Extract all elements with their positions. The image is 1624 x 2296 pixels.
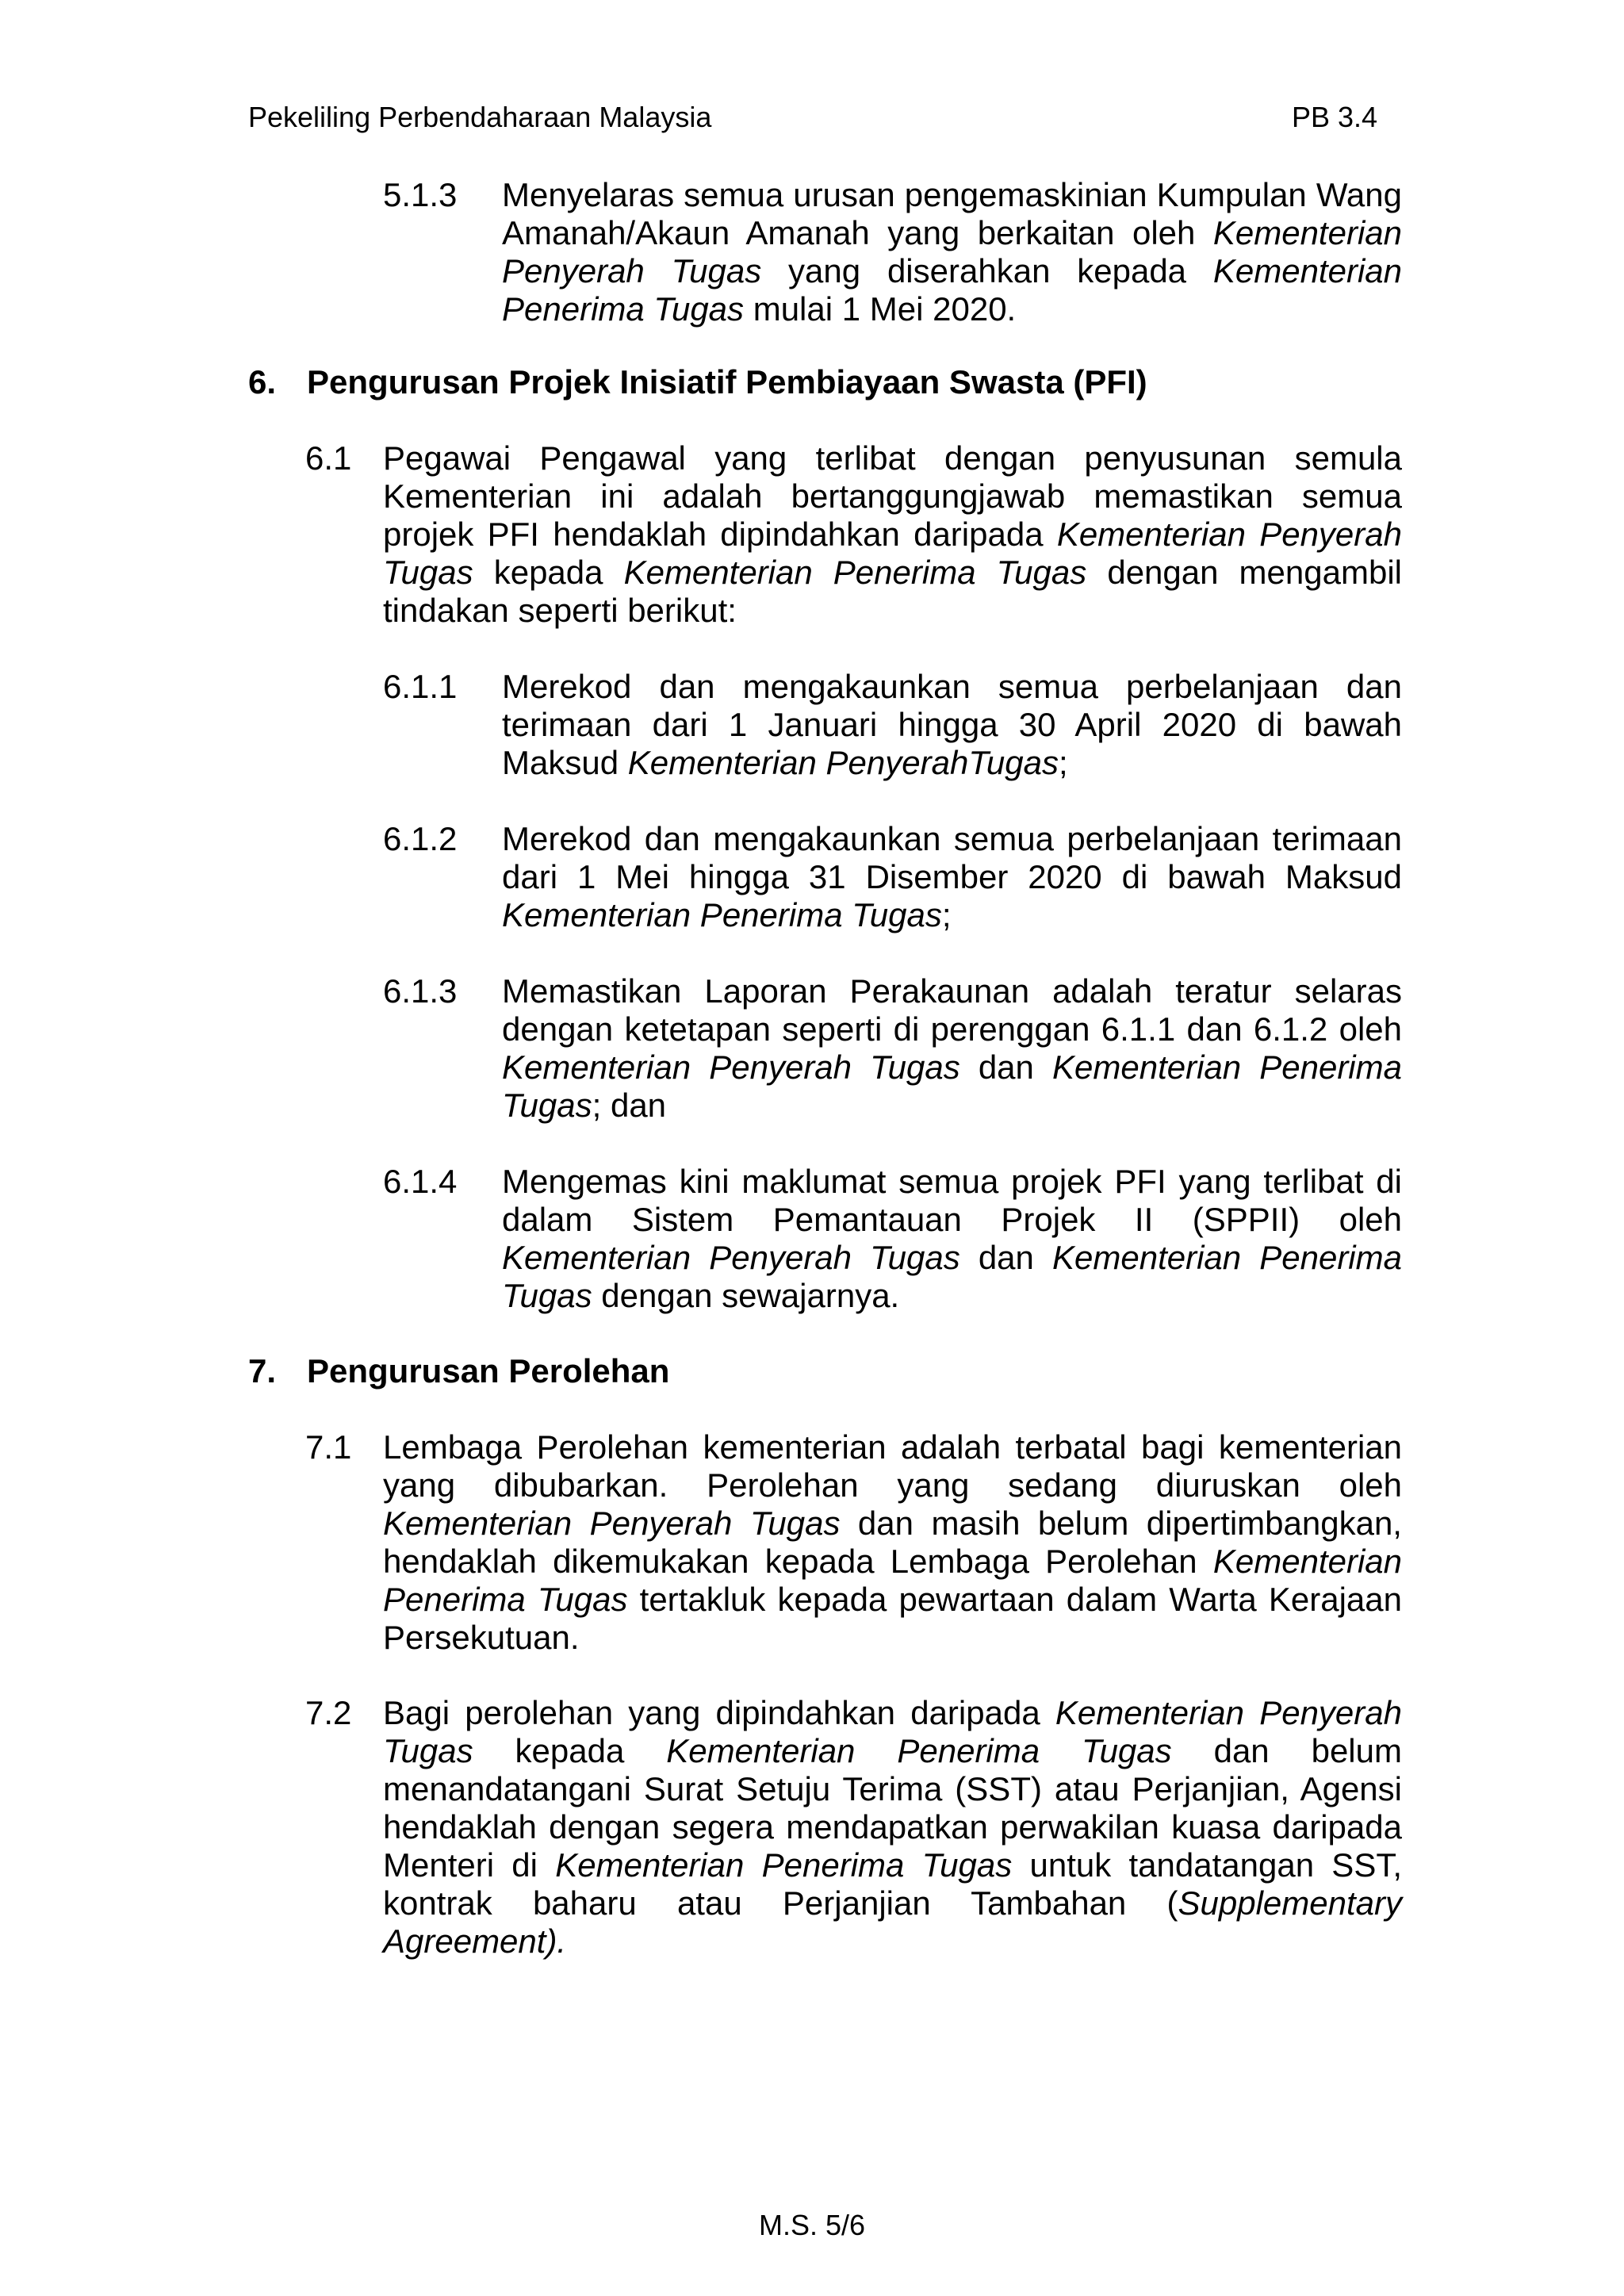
italic-text-run: Kementerian Penyerah Tugas <box>383 516 1402 591</box>
italic-text-run: Kementerian Penyerah Tugas <box>502 1048 960 1086</box>
italic-text-run: Kementerian Penyerah Tugas <box>502 1239 960 1276</box>
italic-text-run: Kementerian Penyerah Tugas <box>383 1504 841 1542</box>
italic-text-run: Kementerian Penerima Tugas <box>502 1239 1402 1314</box>
section-number: 7. <box>248 1352 277 1389</box>
italic-text-run: Kementerian Penerima Tugas <box>555 1846 1013 1884</box>
paragraph-number: 7.1 <box>305 1428 352 1466</box>
text-run: ; dan <box>592 1087 667 1124</box>
text-run: Memastikan Laporan Perakaunan adalah teratur selaras dengan ketetapan seperti di perenggan 6.1.1 dan 6.1.2 oleh <box>502 972 1402 1048</box>
text-run: Merekod dan mengakaunkan semua perbelanjaan terimaan dari 1 Mei hingga 31 Disember 2020 di bawah Maksud <box>502 820 1402 895</box>
text-run: untuk tandatangan SST, kontrak baharu atau Perjanjian Tambahan ( <box>383 1846 1403 1922</box>
text-run: dan <box>959 1239 1052 1276</box>
header-title: Pekeliling Perbendaharaan Malaysia <box>248 101 712 133</box>
text-run: ; <box>941 896 952 933</box>
paragraph-text <box>383 439 1402 630</box>
text-run: ; <box>1058 744 1068 781</box>
paragraph-number: 6.1 <box>305 439 352 477</box>
text-run: dan masih belum dipertimbangkan, hendaklah dikemukakan kepada Lembaga Perolehan <box>383 1504 1402 1580</box>
italic-text-run: Kementerian Penerima Tugas <box>502 896 942 933</box>
text-run: Merekod dan mengakaunkan semua perbelanjaan dan terimaan dari 1 Januari hingga 30 April 2020 di bawah Maksud <box>502 668 1402 781</box>
italic-text-run: Kementerian PenyerahTugas <box>627 744 1059 781</box>
text-run: Mengemas kini maklumat semua projek PFI yang terlibat di dalam Sistem Pemantauan Projek II (SPPII) oleh <box>502 1163 1402 1238</box>
paragraph-number: 7.2 <box>305 1694 352 1731</box>
italic-text-run: Kementerian Penyerah Tugas <box>383 1694 1402 1769</box>
section-title: Pengurusan Projek Inisiatif Pembiayaan Swasta (PFI) <box>307 363 1147 401</box>
paragraph-number: 6.1.4 <box>383 1163 458 1200</box>
paragraph-text <box>383 1694 1402 1961</box>
section-number: 6. <box>248 363 277 401</box>
paragraph-number: 5.1.3 <box>383 176 458 213</box>
paragraph-text <box>502 820 1402 934</box>
italic-text-run: Kementerian Penyerah Tugas <box>502 214 1402 289</box>
text-run: mulai 1 Mei 2020. <box>744 290 1017 328</box>
paragraph-text <box>502 1163 1402 1315</box>
text-run: dan belum menandatangani Surat Setuju Terima (SST) atau Perjanjian, Agensi hendaklah dengan segera mendapatkan perwakilan kuasa daripada Menteri di <box>383 1732 1402 1884</box>
italic-text-run: Kementerian Penerima Tugas <box>502 1048 1402 1124</box>
text-run: Lembaga Perolehan kementerian adalah terbatal bagi kementerian yang dibubarkan. Perolehan yang sedang diuruskan oleh <box>383 1428 1402 1504</box>
header-ref: PB 3.4 <box>1292 101 1378 133</box>
text-run: dengan mengambil tindakan seperti berikut: <box>383 554 1402 629</box>
paragraph-text <box>502 668 1402 782</box>
paragraph-text <box>502 176 1402 328</box>
text-run: kepada <box>473 1732 667 1769</box>
italic-text-run: Kementerian Penerima Tugas <box>383 1543 1402 1618</box>
paragraph-text <box>502 972 1402 1125</box>
text-run: Bagi perolehan yang dipindahkan daripada <box>383 1694 1055 1731</box>
paragraph-number: 6.1.2 <box>383 820 458 857</box>
italic-text-run: Kementerian Penerima Tugas <box>623 554 1087 591</box>
text-run: dan <box>959 1048 1052 1086</box>
text-run: kepada <box>473 554 624 591</box>
section-title: Pengurusan Perolehan <box>307 1352 670 1389</box>
text-run: yang diserahkan kepada <box>761 252 1213 289</box>
text-run: dengan sewajarnya. <box>592 1277 900 1314</box>
page-number: M.S. 5/6 <box>758 2209 866 2241</box>
paragraph-text <box>383 1428 1402 1657</box>
paragraph-number: 6.1.3 <box>383 972 458 1010</box>
text-run: Menyelaras semua urusan pengemaskinian Kumpulan Wang Amanah/Akaun Amanah yang berkaitan oleh <box>502 176 1402 251</box>
italic-text-run: Kementerian Penerima Tugas <box>666 1732 1172 1769</box>
paragraph-number: 6.1.1 <box>383 668 458 705</box>
text-run: tertakluk kepada pewartaan dalam Warta Kerajaan Persekutuan. <box>383 1581 1402 1656</box>
italic-text-run: Kementerian Penerima Tugas <box>502 252 1402 328</box>
text-run: Pegawai Pengawal yang terlibat dengan penyusunan semula Kementerian ini adalah bertanggungjawab memastikan semua projek PFI hendaklah dipindahkan daripada <box>383 439 1402 553</box>
italic-text-run: Supplementary Agreement). <box>383 1884 1402 1960</box>
